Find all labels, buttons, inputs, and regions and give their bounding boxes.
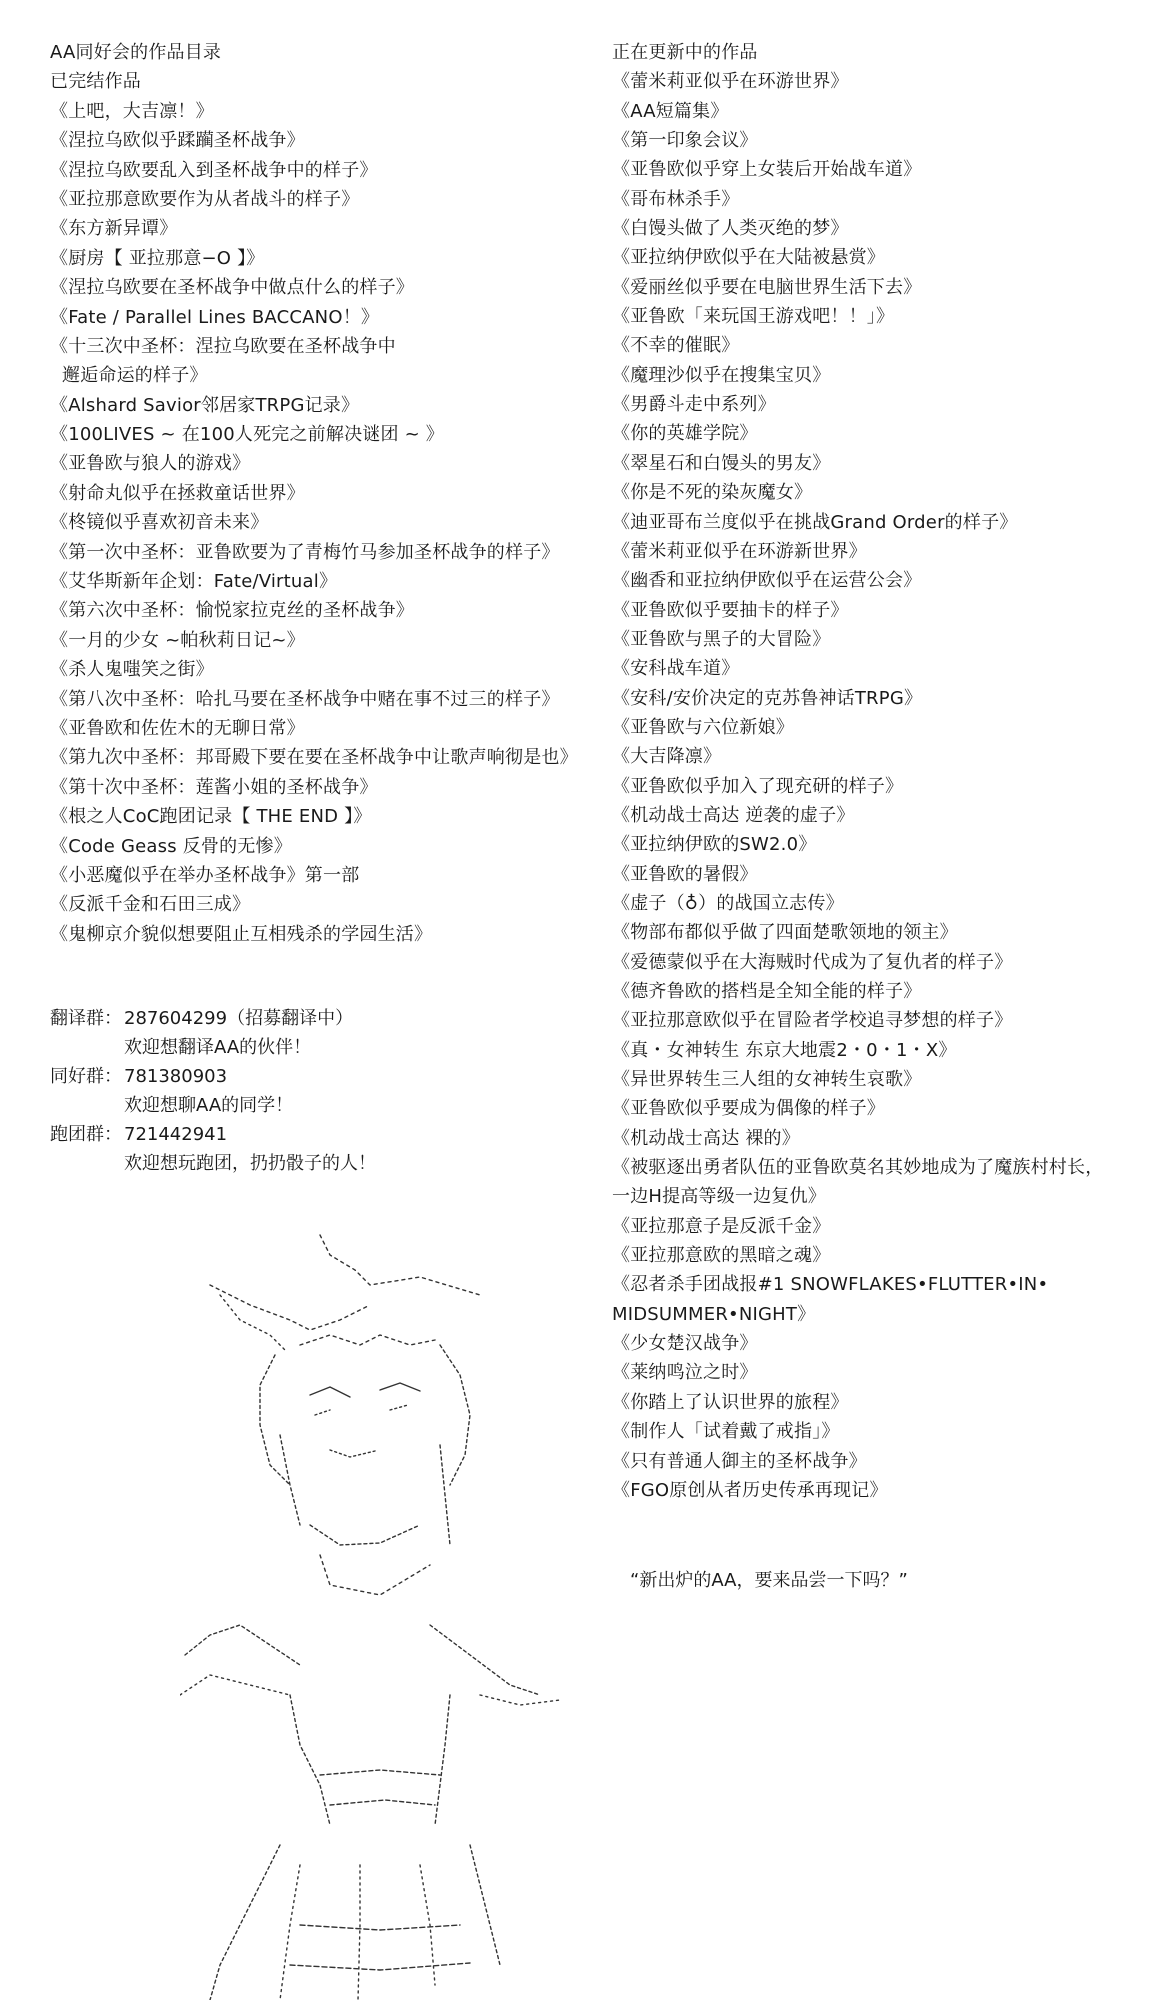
updating-work-item: 《莱纳鸣泣之时》 (612, 1362, 758, 1384)
trpg-group-label: 跑团群： (50, 1124, 122, 1145)
ascii-art-character-icon (180, 1225, 580, 2000)
updating-work-item: 《幽香和亚拉纳伊欧似乎在运营公会》 (612, 570, 922, 592)
updating-work-item: 《不幸的催眠》 (612, 335, 740, 357)
updating-work-item: 《亚拉纳伊欧似乎在大陆被悬赏》 (612, 247, 885, 269)
completed-work-item: 《亚拉那意欧要作为从者战斗的样子》 (50, 188, 360, 210)
updating-work-item: 《白馒头做了人类灭绝的梦》 (612, 218, 849, 240)
completed-work-item: 《十三次中圣杯：涅拉乌欧要在圣杯战争中 (50, 335, 396, 357)
completed-work-item: 《射命丸似乎在拯救童话世界》 (50, 482, 305, 504)
updating-work-item: 《亚拉那意欧似乎在冒险者学校追寻梦想的样子》 (612, 1010, 1013, 1032)
updating-work-item: 《爱德蒙似乎在大海贼时代成为了复仇者的样子》 (612, 951, 1013, 973)
updating-work-item: 《AA短篇集》 (612, 100, 729, 122)
updating-work-item: 《亚鲁欧似乎加入了现充研的样子》 (612, 775, 904, 797)
completed-work-item-continued: 邂逅命运的样子》 (62, 365, 208, 387)
translation-group-label: 翻译群： (50, 1008, 122, 1029)
updating-work-item: 《虚子（♁）的战国立志传》 (612, 892, 844, 914)
left-column (50, 38, 610, 949)
updating-work-item: 《蕾米莉亚似乎在环游世界》 (612, 71, 849, 93)
completed-work-item: 《根之人CoC跑团记录【 THE END 】》 (50, 806, 372, 828)
invitation-quote: “新出炉的AA，要来品尝一下吗？” (630, 1570, 908, 1591)
completed-work-item: 《第六次中圣杯：愉悦家拉克丝的圣杯战争》 (50, 600, 414, 622)
updating-work-item: 《真・女神转生 东京大地震2・0・1・X》 (612, 1039, 957, 1061)
updating-work-item: 《亚鲁欧似乎要抽卡的样子》 (612, 599, 849, 621)
updating-work-item: 《魔理沙似乎在搜集宝贝》 (612, 364, 831, 386)
completed-work-item: 《第八次中圣杯：哈扎马要在圣杯战争中赌在事不过三的样子》 (50, 688, 560, 710)
completed-work-item: 《一月的少女 ~帕秋莉日记~》 (50, 629, 305, 651)
updating-work-item: 《大吉降凛》 (612, 746, 722, 768)
updating-work-item-continued: 一边H提高等级一边复仇》 (612, 1186, 826, 1208)
updating-work-item: 《亚鲁欧似乎要成为偶像的样子》 (612, 1098, 885, 1120)
updating-work-item: 《少女楚汉战争》 (612, 1333, 758, 1355)
updating-work-item: 《第一印象会议》 (612, 130, 758, 152)
completed-work-item: 《亚鲁欧和佐佐木的无聊日常》 (50, 717, 305, 739)
updating-work-item: 《亚鲁欧「来玩国王游戏吧！！」》 (612, 306, 895, 328)
updating-work-item: 《翠星石和白馒头的男友》 (612, 452, 831, 474)
updating-work-item: 《哥布林杀手》 (612, 188, 740, 210)
updating-work-item: 《机动战士高达 裸的》 (612, 1127, 800, 1149)
completed-work-item: 《亚鲁欧与狼人的游戏》 (50, 453, 251, 475)
trpg-group-row (50, 1120, 570, 1149)
updating-work-item: 《亚拉那意子是反派千金》 (612, 1215, 831, 1237)
updating-work-item: 《亚鲁欧似乎穿上女装后开始战车道》 (612, 159, 922, 181)
completed-title: 已完结作品 (50, 71, 141, 93)
updating-work-item: 《忍者杀手团战报#1 SNOWFLAKES•FLUTTER•IN• (612, 1274, 1049, 1296)
completed-work-item: 《涅拉乌欧要在圣杯战争中做点什么的样子》 (50, 277, 414, 299)
completed-work-item: 《杀人鬼嗤笑之街》 (50, 659, 214, 681)
translation-group-row (50, 1004, 570, 1033)
updating-work-item: 《亚鲁欧与黑子的大冒险》 (612, 628, 831, 650)
completed-work-item: 《厨房【 亚拉那意−O 】》 (50, 247, 265, 269)
updating-work-item: 《迪亚哥布兰度似乎在挑战Grand Order的样子》 (612, 511, 1018, 533)
updating-work-item: 《被驱逐出勇者队伍的亚鲁欧莫名其妙地成为了魔族村村长， (612, 1157, 1104, 1179)
updating-work-item: 《爱丽丝似乎要在电脑世界生活下去》 (612, 276, 922, 298)
fan-group-label: 同好群： (50, 1066, 122, 1087)
completed-work-item: 《第一次中圣杯：亚鲁欧要为了青梅竹马参加圣杯战争的样子》 (50, 541, 560, 563)
completed-work-item: 《反派千金和石田三成》 (50, 894, 251, 916)
updating-work-item: 《德齐鲁欧的搭档是全知全能的样子》 (612, 981, 922, 1002)
updating-work-item: 《你的英雄学院》 (612, 423, 758, 445)
updating-work-item: 《只有普通人御主的圣杯战争》 (612, 1450, 867, 1472)
updating-work-item: 《亚鲁欧的暑假》 (612, 863, 758, 885)
right-column (612, 38, 1132, 1505)
completed-work-item: 《小恶魔似乎在举办圣杯战争》第一部 (50, 864, 360, 886)
updating-work-item: 《亚鲁欧与六位新娘》 (612, 716, 794, 738)
trpg-group-note: 欢迎想玩跑团，扔扔骰子的人！ (124, 1153, 376, 1174)
completed-work-item: 《柊镜似乎喜欢初音未来》 (50, 512, 269, 534)
completed-work-item: 《100LIVES ~ 在100人死完之前解决谜团 ~ 》 (50, 424, 445, 446)
completed-work-item: 《涅拉乌欧似乎蹂躏圣杯战争》 (50, 130, 305, 152)
updating-work-item: 《安科/安价决定的克苏鲁神话TRPG》 (612, 687, 923, 709)
completed-work-item: 《涅拉乌欧要乱入到圣杯战争中的样子》 (50, 159, 378, 181)
updating-work-item: 《异世界转生三人组的女神转生哀歌》 (612, 1069, 922, 1091)
catalog-title: AA同好会的作品目录 (50, 42, 222, 63)
updating-work-item: 《蕾米莉亚似乎在环游新世界》 (612, 540, 867, 562)
updating-work-item: 《你踏上了认识世界的旅程》 (612, 1391, 849, 1413)
updating-work-item-continued: MIDSUMMER•NIGHT》 (612, 1303, 816, 1325)
translation-group-note: 欢迎想翻译AA的伙伴！ (124, 1037, 312, 1058)
group-info (50, 1004, 570, 1178)
trpg-group-number: 721442941 (124, 1124, 228, 1145)
completed-work-item: 《上吧，大吉凛！》 (50, 100, 214, 122)
updating-title: 正在更新中的作品 (612, 42, 758, 63)
updating-work-item: 《你是不死的染灰魔女》 (612, 482, 813, 504)
updating-work-item: 《制作人「试着戴了戒指」》 (612, 1421, 840, 1443)
fan-group-note: 欢迎想聊AA的同学！ (124, 1095, 294, 1116)
translation-group-number: 287604299（招募翻译中） (124, 1008, 354, 1029)
updating-work-item: 《亚拉那意欧的黑暗之魂》 (612, 1245, 831, 1267)
updating-work-item: 《亚拉纳伊欧的SW2.0》 (612, 834, 817, 856)
fan-group-number: 781380903 (124, 1066, 228, 1087)
updating-work-item: 《FGO原创从者历史传承再现记》 (612, 1479, 888, 1501)
completed-work-item: 《第十次中圣杯：莲酱小姐的圣杯战争》 (50, 776, 378, 798)
updating-work-item: 《物部布都似乎做了四面楚歌领地的领主》 (612, 922, 958, 944)
updating-work-item: 《安科战车道》 (612, 658, 740, 680)
completed-work-item: 《艾华斯新年企划：Fate/Virtual》 (50, 571, 338, 593)
completed-work-item: 《Code Geass 反骨的无惨》 (50, 835, 292, 857)
completed-work-item: 《鬼柳京介貌似想要阻止互相残杀的学园生活》 (50, 923, 433, 945)
completed-work-item: 《第九次中圣杯：邦哥殿下要在要在圣杯战争中让歌声响彻是也》 (50, 747, 578, 769)
completed-work-item: 《Fate / Parallel Lines BACCANO！》 (50, 306, 380, 328)
completed-work-item: 《东方新异谭》 (50, 218, 178, 240)
completed-work-item: 《Alshard Savior邻居家TRPG记录》 (50, 394, 360, 416)
updating-work-item: 《男爵斗走中系列》 (612, 394, 776, 416)
fan-group-row (50, 1062, 570, 1091)
updating-work-item: 《机动战士高达 逆袭的虚子》 (612, 804, 855, 826)
